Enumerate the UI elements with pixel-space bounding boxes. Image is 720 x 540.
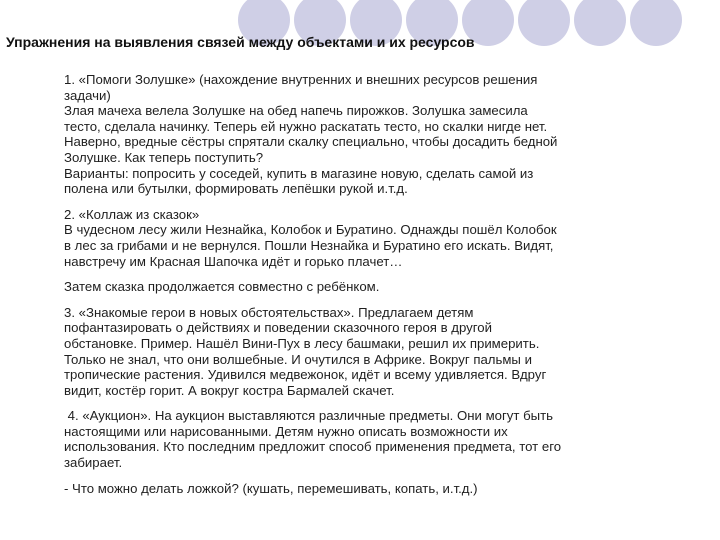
paragraph-familiar-heroes xyxy=(64,305,674,399)
content-body xyxy=(64,72,674,506)
text-line: - Что можно делать ложкой? (кушать, перемешивать, копать, и.т.д.) xyxy=(64,480,478,496)
text-line: в лес за грибами и не вернулся. Пошли Незнайка и Буратино его искать. Видят, xyxy=(64,237,554,253)
text-line: использования. Кто последним предложит способ применения предмета, тот его xyxy=(64,439,562,455)
text-line: видит, костёр горит. А вокруг костра Бармалей скачет. xyxy=(64,382,395,398)
text-line: 2. «Коллаж из сказок» xyxy=(64,206,200,222)
decorative-circles xyxy=(0,0,720,60)
decor-circle xyxy=(518,0,570,46)
page-title: Упражнения на выявления связей между объектами и их ресурсов xyxy=(6,34,475,50)
paragraph-auction xyxy=(64,408,674,470)
decor-circle xyxy=(630,0,682,46)
text-line: Золушке. Как теперь поступить? xyxy=(64,149,264,165)
text-line: Злая мачеха велела Золушке на обед напечь пирожков. Золушка замесила xyxy=(64,103,528,119)
text-line: пофантазировать о действиях и поведении сказочного героя в другой xyxy=(64,320,492,336)
text-line: забирает. xyxy=(64,455,123,471)
decor-circle xyxy=(574,0,626,46)
text-line: Варианты: попросить у соседей, купить в магазине новую, сделать самой из xyxy=(64,165,534,181)
paragraph-spoon-question xyxy=(64,481,674,497)
text-line: 3. «Знакомые герои в новых обстоятельствах». Предлагаем детям xyxy=(64,304,474,320)
paragraph-continuation xyxy=(64,279,674,295)
text-line: тропические растения. Удивился медвежонок, идёт и всему удивляется. Вдруг xyxy=(64,367,547,383)
text-line: В чудесном лесу жили Незнайка, Колобок и Буратино. Однажды пошёл Колобок xyxy=(64,222,557,238)
text-line: Наверно, вредные сёстры спрятали скалку специально, чтобы досадить бедной xyxy=(64,134,558,150)
text-line: полена или бутылки, формировать лепёшки рукой и.т.д. xyxy=(64,181,408,197)
text-line: навстречу им Красная Шапочка идёт и горько плачет… xyxy=(64,253,403,269)
text-line: Затем сказка продолжается совместно с ребёнком. xyxy=(64,279,380,295)
paragraph-collage xyxy=(64,207,674,269)
text-line: Только не знал, что они волшебные. И очутился в Африке. Вокруг пальмы и xyxy=(64,351,532,367)
paragraph-cinderella xyxy=(64,72,674,197)
text-line: 4. «Аукцион». На аукцион выставляются различные предметы. Они могут быть xyxy=(64,408,554,424)
text-line: обстановке. Пример. Нашёл Вини-Пух в лесу башмаки, решил их примерить. xyxy=(64,335,540,351)
text-line: 1. «Помоги Золушке» (нахождение внутренних и внешних ресурсов решения xyxy=(64,72,538,87)
text-line: задачи) xyxy=(64,87,111,103)
text-line: тесто, сделала начинку. Теперь ей нужно раскатать тесто, но скалки нигде нет. xyxy=(64,118,548,134)
text-line: настоящими или нарисованными. Детям нужно описать возможности их xyxy=(64,423,508,439)
